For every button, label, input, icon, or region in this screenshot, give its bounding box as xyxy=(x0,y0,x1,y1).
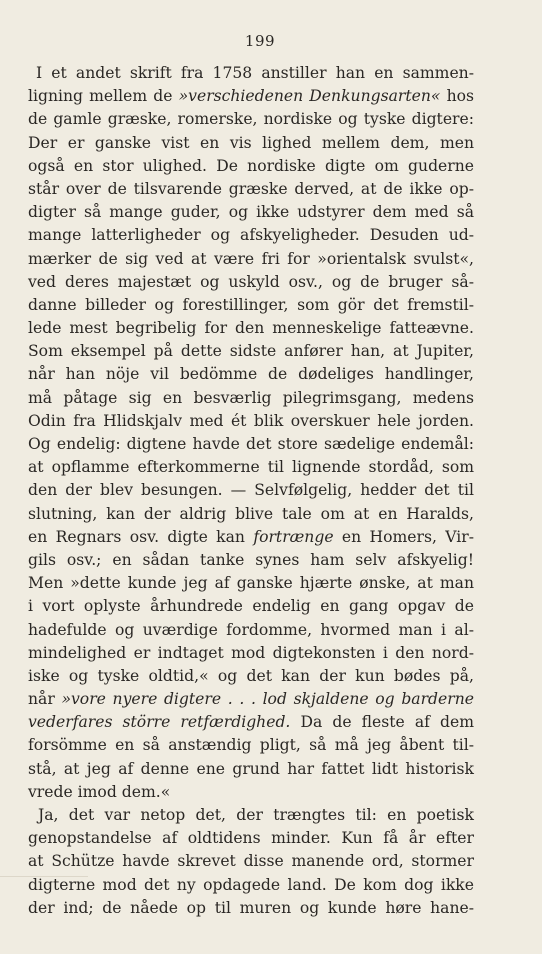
text-segment: når xyxy=(28,690,62,709)
text-segment: en Regnars osv. digte kan xyxy=(28,527,254,546)
text-line: der ind; de nåede op til muren og kunde høre hane- xyxy=(28,898,474,917)
text-line: Der er ganske vist en vis lighed mellem dem, men xyxy=(28,133,474,152)
italic-segment: fortrænge xyxy=(253,527,334,546)
text-segment: ligning mellem de xyxy=(28,87,179,106)
text-line: slutning, kan der aldrig blive tale om at en Haralds, xyxy=(28,504,474,523)
text-line: også en stor ulighed. De nordiske digte om guderne xyxy=(28,156,474,175)
italic-segment: »verschiedenen Denkungsarten« xyxy=(178,87,441,106)
body-text xyxy=(28,62,474,920)
text-line: vrede imod dem.« xyxy=(28,782,171,801)
text-line: Ja, det var netop det, der trængtes til: en poetisk xyxy=(38,806,474,824)
text-line: må påtage sig en besværlig pilegrimsgang, medens xyxy=(28,388,474,407)
text-line: står over de tilsvarende græske derved, at de ikke op- xyxy=(28,179,474,198)
text-segment: en Homers, Vir- xyxy=(333,527,474,546)
page-number: 199 xyxy=(244,32,276,50)
text-line: mindelighed er indtaget mod digtekonsten i den nord- xyxy=(28,643,474,662)
text-line: at Schütze havde skrevet disse manende ord, stormer xyxy=(28,852,474,871)
text-line: mærker de sig ved at være fri for »orientalsk svulst«, xyxy=(28,249,474,268)
text-line: iske og tyske oldtid,« og det kan der kun bødes på, xyxy=(28,666,474,685)
text-line: i vort oplyste århundrede endelig en gang opgav de xyxy=(28,597,474,616)
text-line: hadefulde og uværdige fordomme, hvormed man i al- xyxy=(28,620,474,639)
text-line: digter så mange guder, og ikke udstyrer dem med så xyxy=(28,203,474,222)
text-line: mange latterligheder og afskyeligheder. Desuden ud- xyxy=(28,226,474,245)
text-segment: hos xyxy=(440,87,474,106)
text-line xyxy=(28,526,474,549)
italic-segment: »vore nyere digtere . . . lod skjaldene og barderne xyxy=(61,690,474,709)
text-line: Og endelig: digtene havde det store sædelige endemål: xyxy=(28,435,474,453)
text-line: de gamle græske, romerske, nordiske og tyske digtere: xyxy=(28,110,474,129)
text-line: Men »dette kunde jeg af ganske hjærte ønske, at man xyxy=(28,574,474,593)
text-line: gils osv.; en sådan tanke synes ham selv afskyelig! xyxy=(28,550,474,569)
text-line: lede mest begribelig for den menneskelige fatteævne. xyxy=(28,319,474,338)
text-line: den der blev besungen. — Selvfølgelig, hedder det til xyxy=(28,481,474,500)
text-line: genopstandelse af oldtidens minder. Kun få år efter xyxy=(28,829,474,848)
page-edge-shadow xyxy=(0,876,88,933)
text-line: stå, at jeg af denne ene grund har fattet lidt historisk xyxy=(28,759,474,778)
text-line xyxy=(28,688,474,711)
text-line: når han nöje vil bedömme de dødeliges handlinger, xyxy=(28,365,474,384)
text-line: I et andet skrift fra 1758 anstiller han en sammen- xyxy=(36,64,474,82)
text-line: digterne mod det ny opdagede land. De kom dog ikke xyxy=(28,875,474,894)
text-line: forsömme en så anstændig pligt, så må jeg åbent til- xyxy=(28,736,474,755)
text-line xyxy=(28,85,474,108)
text-line xyxy=(28,711,474,734)
text-segment: Da de fleste af dem xyxy=(290,713,474,732)
text-line: danne billeder og forestillinger, som gör det fremstil- xyxy=(28,295,474,314)
text-line: at opflamme efterkommerne til lignende stordåd, som xyxy=(28,458,474,477)
text-line: Odin fra Hlidskjalv med ét blik overskuer hele jorden. xyxy=(28,411,474,430)
text-line: ved deres majestæt og uskyld osv., og de bruger så- xyxy=(28,272,474,291)
text-line: Som eksempel på dette sidste anfører han, at Jupiter, xyxy=(28,342,474,361)
italic-segment: vederfares större retfærdighed. xyxy=(28,713,291,732)
